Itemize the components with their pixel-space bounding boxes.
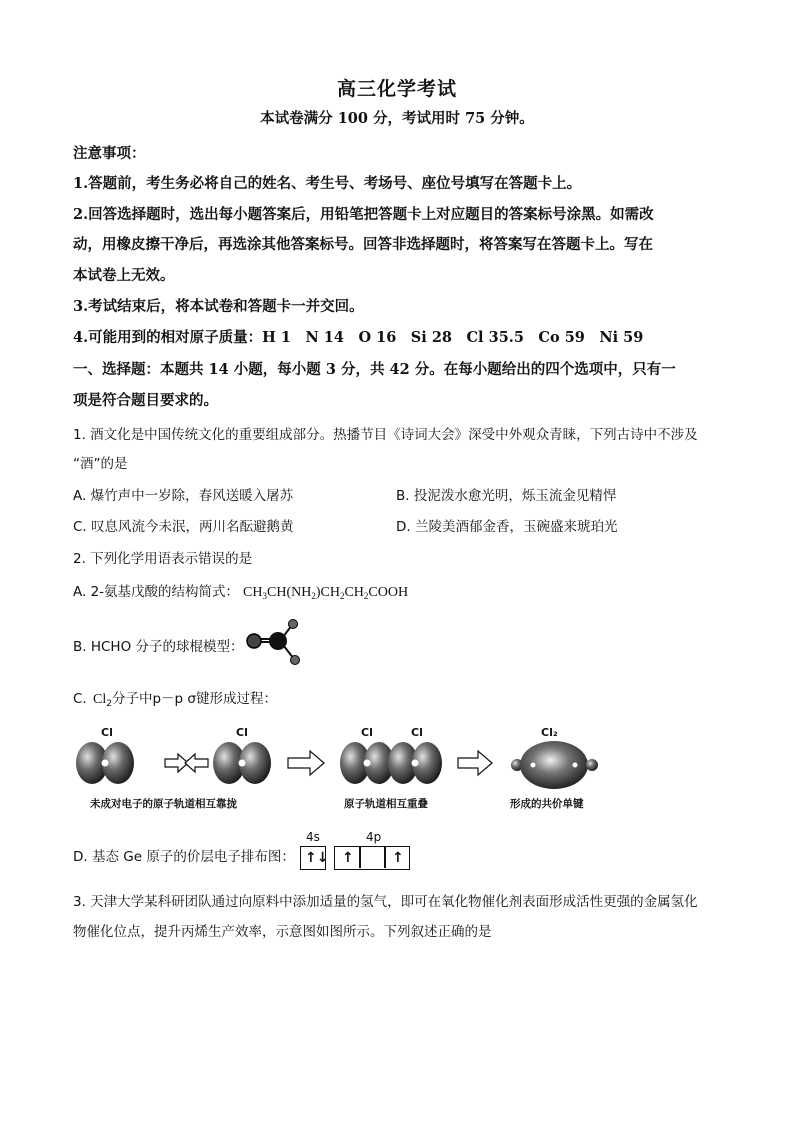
q3-stem-line-1: 3. 天津大学某科研团队通过向原料中添加适量的氢气，即可在氧化物催化剂表面形成活性更强的金属氢化 xyxy=(73,894,698,910)
q2-option-a-label: A. 2-氨基戊酸的结构简式： xyxy=(73,584,240,600)
q2-option-a-formula: $CH_3CH(NH_2)CH_2CH_2COOH$ xyxy=(243,585,409,601)
note-item-3: 3.考试结束后，将本试卷和答题卡一并交回。 xyxy=(73,298,364,315)
q2-stem: 2. 下列化学用语表示错误的是 xyxy=(73,551,253,567)
q1-option-a: A. 爆竹声中一岁除，春风送暖入屠苏 xyxy=(73,488,294,504)
q2-option-c-label: C. xyxy=(73,691,92,707)
diagram-caption-1: 未成对电子的原子轨道相互靠拢 xyxy=(90,798,237,810)
note-item-2-line-3: 本试卷上无效。 xyxy=(73,267,175,284)
note-item-4: 4.可能用到的相对原子质量：H 1 N 14 O 16 Si 28 Cl 35.5 Co 59 Ni 59 xyxy=(73,329,644,346)
orbital-4s-box: ↑↓ xyxy=(300,846,326,870)
diagram-caption-2: 原子轨道相互重叠 xyxy=(344,798,428,810)
diagram-caption-3: 形成的共价单键 xyxy=(510,798,584,810)
q2-option-d-label: D. 基态 Ge 原子的价层电子排布图： xyxy=(73,849,295,865)
q1-stem-line-1: 1. 酒文化是中国传统文化的重要组成部分。热播节目《诗词大会》深受中外观众青睐，下列古诗中不涉及 xyxy=(73,427,698,443)
q2-option-c-text: 分子中p－p σ键形成过程： xyxy=(111,691,277,707)
orbital-4p-boxes: ↑ ↑ xyxy=(334,846,410,870)
q1-option-b: B. 投泥泼水愈光明，烁玉流金见精悍 xyxy=(396,488,617,504)
q2-option-a xyxy=(73,580,408,601)
section-1-line-1: 一、选择题：本题共 14 小题，每小题 3 分，共 42 分。在每小题给出的四个选项中，只有一 xyxy=(73,361,676,378)
notes-heading: 注意事项： xyxy=(73,145,146,162)
orbital-4s-label: 4s xyxy=(306,830,320,844)
exam-page: 高三化学考试 本试卷满分 100 分，考试用时 75 分钟。 注意事项： 1.答题前，考生务必将自己的姓名、考生号、考场号、座位号填写在答题卡上。 2.回答选择题时，选出每小题答案后，用铅笔把答题卡上对应题目的答案标号涂黑。如需改 动，用橡皮擦干净后，再选涂其他答案标号。回答非选择题时，将答案写在答题卡上。写在 本试卷上无效。 3.考试结束后，将本试卷和答题卡一并交回。 4.可能用到的相对原子质量：H 1 N 14 O 16 Si 28 Cl 35.5 Co 59 Ni 59 一、选择题：本题共 14 小题，每小题 3 分，共 42 分。在每小题给出的四个选项中，只有一 项是符合题目要求的。 1. 酒文化是中国传统文化的重要组成部分。热播节目《诗词大会》深受中外观众青睐，下列古诗中不涉及 “酒”的是 A. 爆竹声中一岁除，春风送暖入屠苏 B. 投泥泼水愈光明，烁玉流金见精悍 C. 叹息风流今未泯，两川名酝避鹅黄 D. 兰陵美酒郁金香，玉碗盛来琥珀光 2. 下列化学用语表示错误的是 A. 2-氨基戊酸的结构简式： $CH_3CH(NH_2)CH_2CH_2COOH$ B. HCHO 分子的球棍模型： C. $Cl_2$分子中p－p σ键形成过程： Cl Cl Cl Cl Cl₂ 未成对电子的原子轨道相互靠拢 原子轨道相互重叠 形成的共价单键 D. 基态 Ge 原子的价层电子排布图： 4s 4p ↑↓ ↑ ↑ 3. 天津大学某科研团队通过向原料中添加适量的氢气，即可在氧化物催化剂表面形成活性更强的金属氢化 物催化位点，提升丙烯生产效率，示意图如图所示。下列叙述正确的是 xyxy=(0,0,794,1123)
section-1-line-2: 项是符合题目要求的。 xyxy=(73,392,218,409)
q1-option-c: C. 叹息风流今未泯，两川名酝避鹅黄 xyxy=(73,519,294,535)
note-item-1: 1.答题前，考生务必将自己的姓名、考生号、考场号、座位号填写在答题卡上。 xyxy=(73,175,582,192)
note-item-2-line-2: 动，用橡皮擦干净后，再选涂其他答案标号。回答非选择题时，将答案写在答题卡上。写在 xyxy=(73,236,653,253)
q3-stem-line-2: 物催化位点，提升丙烯生产效率，示意图如图所示。下列叙述正确的是 xyxy=(73,924,492,940)
page-title: 高三化学考试 xyxy=(336,78,457,100)
orbital-4p-label: 4p xyxy=(366,830,382,844)
q1-option-d: D. 兰陵美酒郁金香，玉碗盛来琥珀光 xyxy=(396,519,618,535)
orbital-diagram-graphic xyxy=(70,735,610,793)
q1-stem-line-2: “酒”的是 xyxy=(73,456,128,472)
note-item-2-line-1: 2.回答选择题时，选出每小题答案后，用铅笔把答题卡上对应题目的答案标号涂黑。如需改 xyxy=(73,206,654,223)
q2-option-c: C. $Cl_2$分子中p－p σ键形成过程： xyxy=(73,691,277,709)
q2-option-b-label: B. HCHO 分子的球棍模型： xyxy=(73,639,244,655)
page-subtitle: 本试卷满分 100 分，考试用时 75 分钟。 xyxy=(260,110,534,127)
hcho-ball-stick-model xyxy=(242,617,302,667)
